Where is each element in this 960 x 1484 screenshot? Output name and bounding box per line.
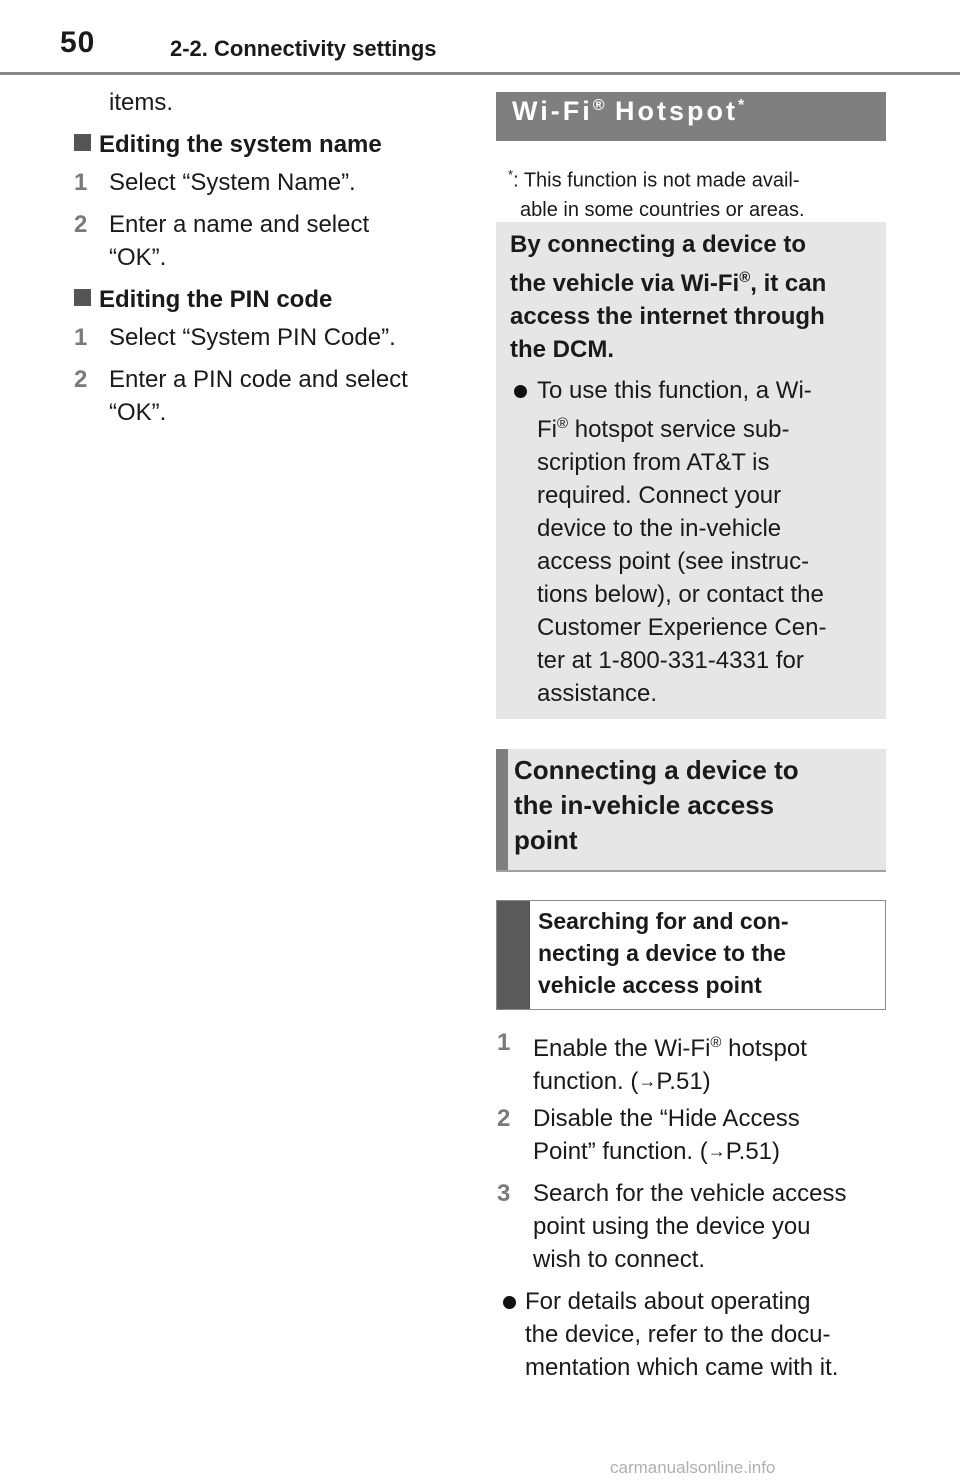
step-system-name-1: 1 Select “System Name”. [74,169,356,196]
header-divider [0,72,960,75]
searching-subheading-title: Searching for and con- necting a device to the vehicle access point [538,908,789,998]
step-system-name-2: 2 Enter a name and select “OK”. [74,211,370,271]
heading-accent-stripe [496,749,508,870]
square-bullet-icon [74,134,91,151]
step-pin-code-1: 1 Select “System PIN Code”. [74,324,396,351]
wifi-hotspot-title: Wi-Fi® Hotspot* [512,96,745,126]
bullet-dot-icon [514,385,527,398]
watermark: carmanualsonline.info [610,1458,776,1477]
square-bullet-icon [74,289,91,306]
intro-bullet: To use this function, a Wi- Fi® hotspot service sub- scription from AT&T is required. Connect your device to the in-vehicle access point (see instruc- tions below), or contact the Customer Experience Cen- ter at 1-800-331-4331 for assistance. [510,374,880,710]
section-title: 2-2. Connectivity settings [170,36,437,61]
availability-footnote: *: This function is not made avail- able in some countries or areas. [508,167,805,221]
step-pin-code-2: 2 Enter a PIN code and select “OK”. [74,366,408,426]
continuation-text: items. [109,89,174,116]
arrow-right-icon: → [707,1141,726,1161]
arrow-right-icon: → [638,1071,657,1091]
operating-note: For details about operating the device, refer to the docu- mentation which came with it. [497,1285,897,1384]
subheading-accent-stripe [497,901,530,1009]
wifi-hotspot-title-bar [496,92,886,141]
intro-summary: By connecting a device to the vehicle via Wi-Fi®, it can access the internet through the DCM. [510,231,827,363]
step-2: 2 Disable the “Hide Access Point” function. (→P.51) [497,1105,800,1165]
connecting-section-title: Connecting a device to the in-vehicle access point [514,755,799,855]
intro-box [496,222,886,719]
step-1: 1 Enable the Wi-Fi® hotspot function. (→P.51) [497,1029,807,1095]
searching-subheading [496,900,886,1010]
heading-system-name: Editing the system name [74,128,382,161]
connecting-section-heading [496,749,886,872]
bullet-dot-icon [503,1296,516,1309]
step-3: 3 Search for the vehicle access point using the device you wish to connect. [497,1180,847,1273]
page-reference-link[interactable]: P.51 [656,1068,703,1095]
page-number: 50 [60,26,96,59]
page-reference-link[interactable]: P.51 [725,1138,773,1165]
heading-pin-code: Editing the PIN code [74,283,332,316]
